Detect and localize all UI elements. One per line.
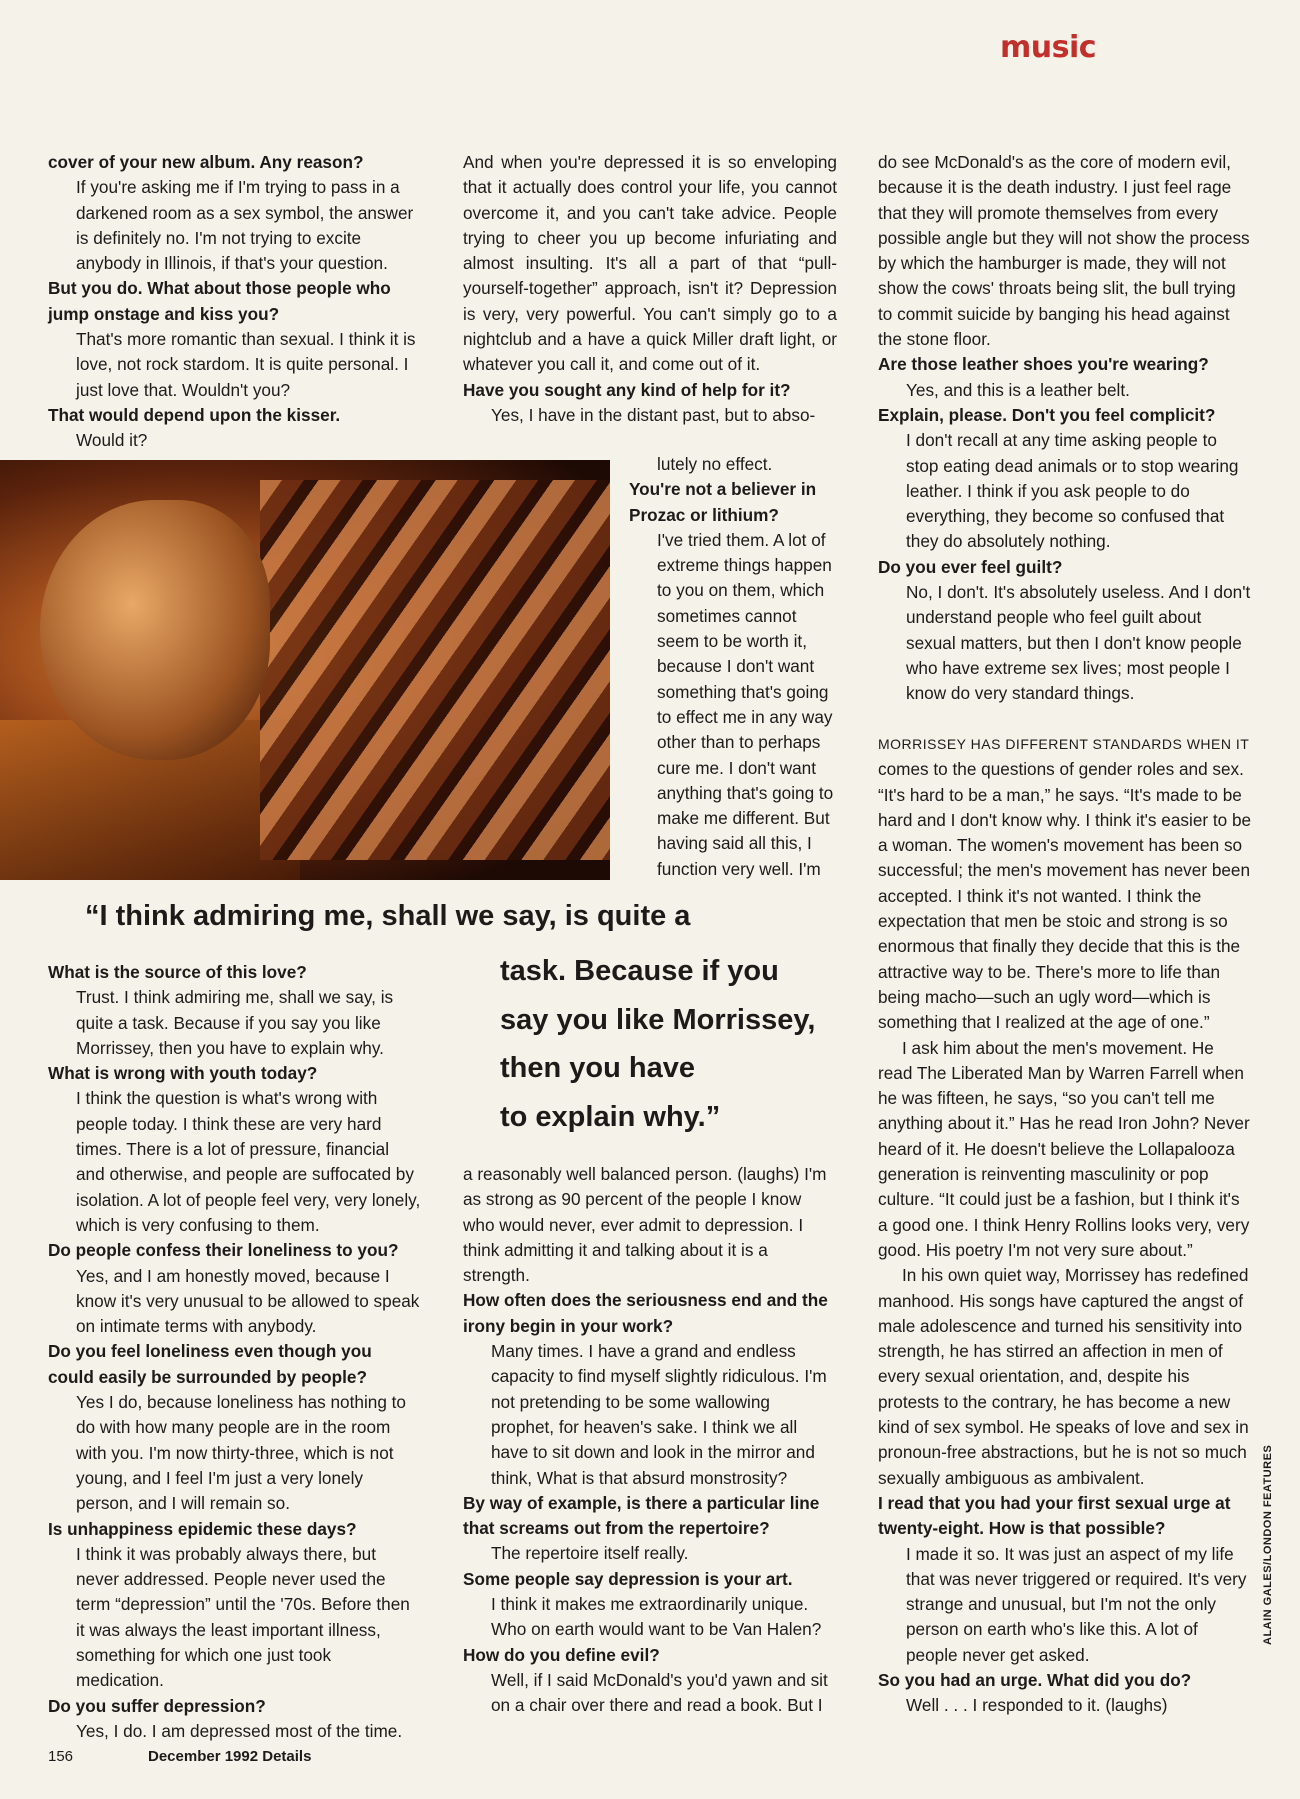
- crowd-hands: [260, 480, 610, 860]
- pull-quote-line: say you like Morrissey,: [500, 1003, 816, 1036]
- answer: Many times. I have a grand and endless capacity to find myself slightly ridiculous. I'm not pretending to be some wallowing prophet, for heaven's sake. I think we all have to sit down and look in the mirror and think, What is that absurd monstrosity?: [491, 1341, 827, 1488]
- answer: I think it makes me extraordinarily unique. Who on earth would want to be Van Halen?: [491, 1594, 822, 1640]
- answer: I think the question is what's wrong with people today. I think these are very hard times. There is a lot of pressure, financial and otherwise, and people are suffocated by isolation. A lot of people feel very, very lonely, which is very confusing to them.: [76, 1088, 421, 1235]
- question: But you do. What about those people who jump onstage and kiss you?: [48, 278, 391, 324]
- answer: I don't recall at any time asking people to stop eating dead animals or to stop wearing leather. I think if you ask people to do everything, they become so confused that they do absolutely nothing.: [906, 430, 1239, 552]
- column-2-bottom: [463, 1162, 837, 1719]
- answer: lutely no effect.: [657, 454, 773, 474]
- column-1-top: [48, 150, 422, 454]
- paragraph: And when you're depressed it is so enveloping that it actually does control your life, you cannot overcome it, and you can't take advice. People trying to cheer you up become infuriating and almost insulting. It's all a part of that “pull-yourself-together” approach, isn't it? Depression is very, very powerful. You can't simply go to a nightclub and a have a quick Miller draft light, or whatever you call it, and come out of it.: [463, 152, 837, 375]
- question: By way of example, is there a particular line that screams out from the repertoire?: [463, 1492, 820, 1539]
- question: That would depend upon the kisser.: [48, 404, 341, 425]
- answer: I made it so. It was just an aspect of my life that was never triggered or required. It's very strange and unusual, but I'm not the only person on earth who's like this. A lot of people never get asked.: [906, 1543, 1247, 1665]
- question: Have you sought any kind of help for it?: [463, 379, 791, 400]
- question: What is wrong with youth today?: [48, 1063, 318, 1084]
- answer: If you're asking me if I'm trying to pass in a darkened room as a sex symbol, the answer is definitely no. I'm not trying to excite anybody in Illinois, if that's your question.: [76, 177, 414, 274]
- paragraph: comes to the questions of gender roles and sex. “It's hard to be a man,” he says. “It's made to be hard and I don't know why. I think it's easier to be a woman. The women's movement has been so successful; the men's movement has never been accepted. I think it's not wanted. I think the expectation that men be stoic and strong is so enormous that finally they decide that this is the attractive way to be. There's more to life than being macho—such an ugly word—which is something that I realized at the age of one.”: [878, 759, 1252, 1033]
- question: Do people confess their loneliness to you?: [48, 1240, 399, 1261]
- column-3-feature: [878, 732, 1252, 1719]
- question: What is the source of this love?: [48, 962, 307, 982]
- question: Do you ever feel guilt?: [878, 556, 1063, 577]
- answer: Trust. I think admiring me, shall we say, is quite a task. Because if you say you like Morrissey, then you have to explain why.: [76, 987, 394, 1058]
- answer: Yes I do, because loneliness has nothing to do with how many people are in the room with you. I'm now thirty-three, which is not young, and I feel I'm just a very lonely person, and I will remain so.: [76, 1392, 406, 1514]
- concert-photo: [0, 460, 610, 880]
- question: How often does the seriousness end and the irony begin in your work?: [463, 1290, 828, 1336]
- question: Explain, please. Don't you feel complicit?: [878, 404, 1216, 425]
- answer: That's more romantic than sexual. I think it is love, not rock stardom. It is quite personal. I just love that. Wouldn't you?: [76, 329, 416, 400]
- performer-figure: [40, 500, 270, 760]
- answer: Well, if I said McDonald's you'd yawn and sit on a chair over there and read a book. But I: [491, 1669, 828, 1716]
- question: You're not a believer in Prozac or lithium?: [629, 479, 817, 525]
- pull-quote-line: to explain why.”: [500, 1100, 721, 1133]
- page-number: 156: [48, 1748, 74, 1765]
- column-1-bottom: [48, 960, 422, 1744]
- answer: Yes, I have in the distant past, but to abso-: [491, 404, 816, 425]
- question: So you had an urge. What did you do?: [878, 1669, 1192, 1690]
- lead-in: MORRISSEY HAS DIFFERENT STANDARDS WHEN IT: [878, 736, 1250, 752]
- answer: Yes, and this is a leather belt.: [906, 379, 1130, 400]
- pull-quote-body: [500, 947, 860, 1141]
- question: Do you suffer depression?: [48, 1695, 266, 1716]
- section-label: music: [1000, 30, 1097, 65]
- answer: No, I don't. It's absolutely useless. And I don't understand people who feel guilt about sexual matters, but then I don't know people who have extreme sex lives; most people I know do very standard things.: [906, 582, 1251, 704]
- answer: I've tried them. A lot of extreme things happen to you on them, which sometimes cannot seem to be worth it, because I don't want something that's going to effect me in any way other than to perhaps cure me. I don't want anything that's going to make me different. But having said all this, I function very well. I'm: [657, 529, 834, 879]
- question: Do you feel loneliness even though you could easily be surrounded by people?: [48, 1341, 372, 1387]
- question: Is unhappiness epidemic these days?: [48, 1518, 357, 1539]
- column-2-wrap: [629, 452, 837, 882]
- question: How do you define evil?: [463, 1644, 660, 1665]
- pull-quote-line-1: “I think admiring me, shall we say, is quite a: [85, 900, 691, 932]
- question: Some people say depression is your art.: [463, 1568, 793, 1589]
- answer: The repertoire itself really.: [491, 1543, 689, 1564]
- paragraph: a reasonably well balanced person. (laughs) I'm as strong as 90 percent of the people I know who would never, ever admit to depression. I think admitting it and talking about it is a strength.: [463, 1164, 827, 1286]
- photo-credit: ALAIN GALES/LONDON FEATURES: [1262, 1444, 1274, 1645]
- answer: Would it?: [76, 430, 148, 451]
- column-3: [878, 150, 1252, 707]
- answer: Yes, I do. I am depressed most of the time.: [76, 1720, 403, 1741]
- pull-quote-line: task. Because if you: [500, 955, 779, 987]
- column-2-top: [463, 150, 837, 428]
- paragraph: In his own quiet way, Morrissey has redefined manhood. His songs have captured the angst of male adolescence and turned his sensitivity into strength, he has stirred an affection in men of every sexual orientation, and, despite his protests to the contrary, he has become a new kind of sex symbol. He speaks of love and sex in pronoun-free abstractions, but he is not so much sexually ambiguous as ambivalent.: [878, 1265, 1249, 1488]
- answer: Well . . . I responded to it. (laughs): [906, 1695, 1168, 1716]
- paragraph: do see McDonald's as the core of modern evil, because it is the death industry. I just feel rage that they will promote themselves from every possible angle but they will not show the process by which the hamburger is made, they will not show the cows' throats being slit, the bull trying to commit suicide by banging his head against the stone floor.: [878, 152, 1250, 350]
- question: I read that you had your first sexual urge at twenty-eight. How is that possible?: [878, 1492, 1231, 1539]
- issue-line: December 1992 Details: [148, 1748, 312, 1765]
- answer: Yes, and I am honestly moved, because I know it's very unusual to be allowed to speak on intimate terms with anybody.: [76, 1265, 420, 1337]
- answer: I think it was probably always there, but never addressed. People never used the term “depression” until the '70s. Before then it was always the least important illness, something for which one just took medication.: [76, 1543, 410, 1691]
- question: Are those leather shoes you're wearing?: [878, 354, 1209, 375]
- pull-quote-line: then you have: [500, 1052, 695, 1084]
- question: cover of your new album. Any reason?: [48, 152, 364, 172]
- paragraph: I ask him about the men's movement. He read The Liberated Man by Warren Farrell when he was fifteen, he says, “so you can't tell me anything about it.” Has he read Iron John? Never heard of it. He doesn't believe the Lollapalooza generation is reinventing masculinity or pop culture. “It could just be a fashion, but I think it's a good one. I think Henry Rollins looks very, very good. His poetry I'm not very sure about.”: [878, 1037, 1250, 1260]
